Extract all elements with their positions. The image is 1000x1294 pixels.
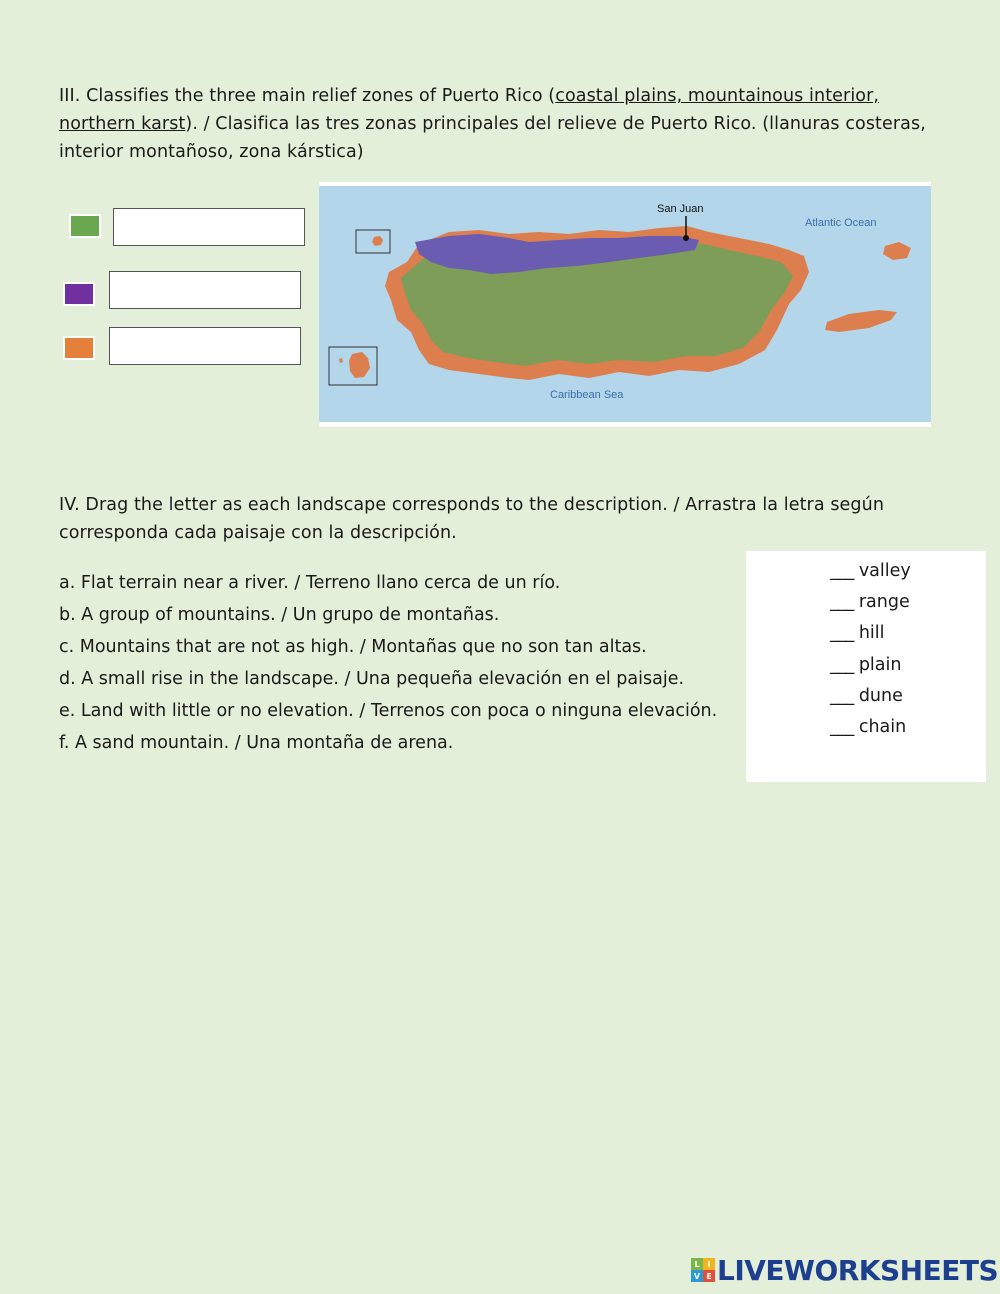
word-bank-item[interactable]: ___ dune [830, 686, 903, 706]
legend-swatch-orange [63, 336, 95, 360]
description-c: c. Mountains that are not as high. / Montañas que no son tan altas. [59, 637, 647, 657]
answer-box-green[interactable] [113, 208, 305, 246]
section-4-instructions: IV. Drag the letter as each landscape corresponds to the description. / Arrastra la letra según corresponda cada paisaje con la descripción. [59, 495, 885, 543]
liveworksheets-logo[interactable] [691, 1253, 998, 1287]
word-bank-item[interactable]: ___ plain [830, 655, 902, 675]
description-d: d. A small rise in the landscape. / Una pequeña elevación en el paisaje. [59, 669, 685, 689]
word-bank [746, 551, 986, 782]
word-bank-item[interactable]: ___ valley [830, 561, 911, 581]
puerto-rico-relief-map [319, 182, 931, 427]
word-bank-item[interactable]: ___ chain [830, 717, 907, 737]
answer-box-purple[interactable] [109, 271, 301, 309]
word-bank-item[interactable]: ___ range [830, 592, 910, 612]
description-e: e. Land with little or no elevation. / Terrenos con poca o ninguna elevación. [59, 701, 718, 721]
label-caribbean-sea: Caribbean Sea [550, 389, 624, 401]
description-b: b. A group of mountains. / Un grupo de montañas. [59, 605, 500, 625]
description-f: f. A sand mountain. / Una montaña de arena. [59, 733, 454, 753]
liveworksheets-logo-text: LIVEWORKSHEETS [717, 1253, 999, 1287]
map-svg [319, 182, 931, 427]
description-a: a. Flat terrain near a river. / Terreno llano cerca de un río. [59, 573, 561, 593]
label-san-juan: San Juan [657, 203, 704, 215]
legend-swatch-green [69, 214, 101, 238]
liveworksheets-logo-icon: L I V E [691, 1258, 715, 1282]
answer-box-orange[interactable] [109, 327, 301, 365]
legend-swatch-purple [63, 282, 95, 306]
san-juan-marker [683, 235, 689, 241]
word-bank-item[interactable]: ___ hill [830, 623, 885, 643]
label-atlantic-ocean: Atlantic Ocean [805, 217, 877, 229]
section-3-instructions: III. Classifies the three main relief zones of Puerto Rico (coastal plains, mountainous interior, northern karst). / Clasifica las tres zonas principales del relieve de Puerto Rico. (llanuras costeras, interior montañoso, zona kárstica) [59, 86, 926, 162]
relief-zones-underlined: coastal plains, mountainous interior, northern karst [59, 86, 880, 134]
